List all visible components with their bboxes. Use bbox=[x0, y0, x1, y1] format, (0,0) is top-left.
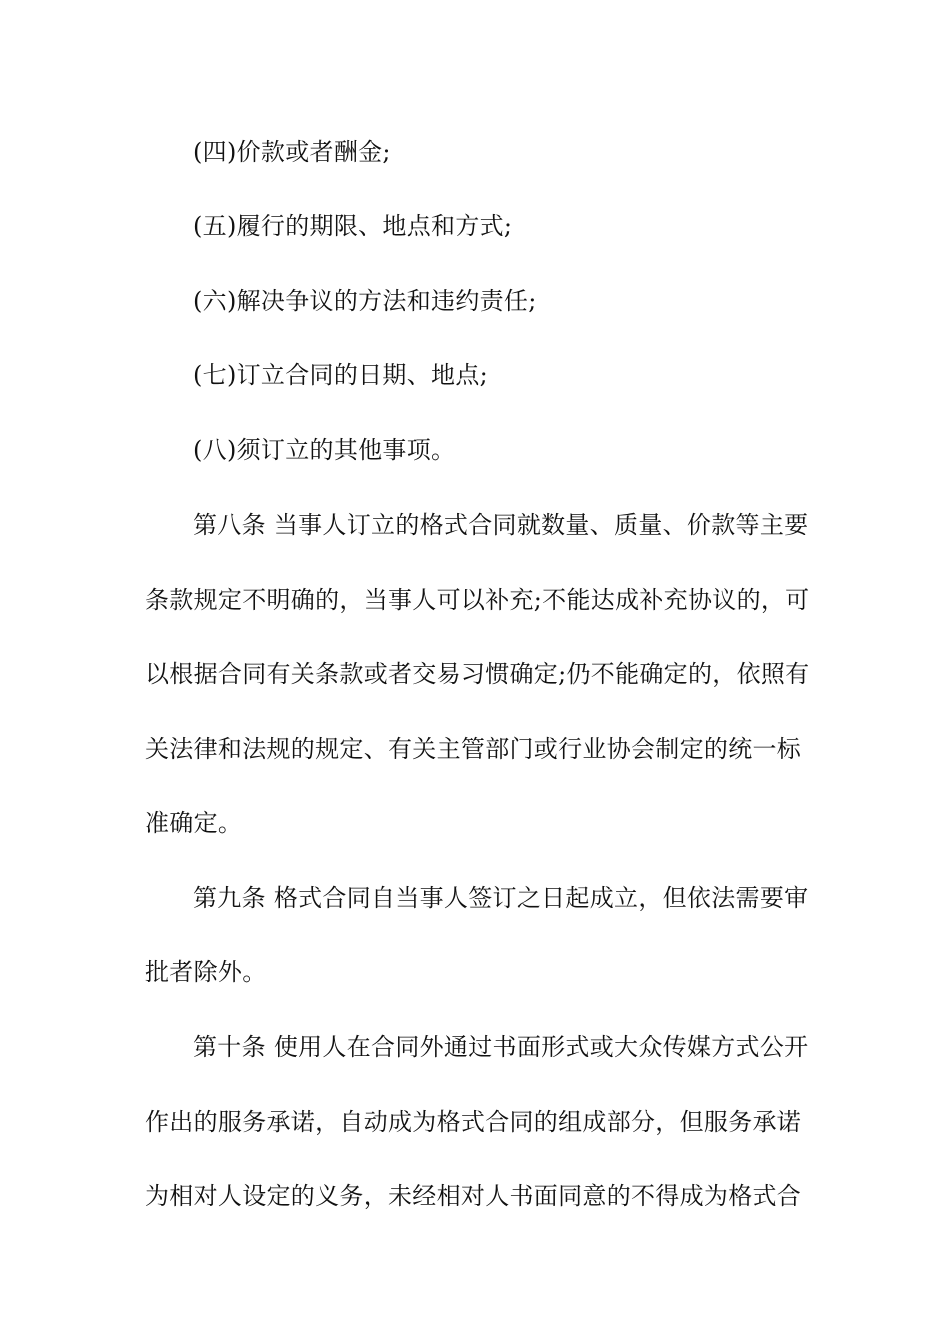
clause-item-8: (八)须订立的其他事项。 bbox=[193, 436, 456, 464]
clause-item-4: (四)价款或者酬金; bbox=[193, 138, 391, 166]
article-9-line-1: 第九条 格式合同自当事人签订之日起成立，但依法需要审 bbox=[193, 884, 809, 912]
article-10-line-2: 作出的服务承诺，自动成为格式合同的组成部分，但服务承诺 bbox=[145, 1108, 802, 1136]
article-8-line-5: 准确定。 bbox=[145, 809, 243, 837]
article-8-line-4: 关法律和法规的规定、有关主管部门或行业协会制定的统一标 bbox=[145, 735, 802, 763]
article-9-line-2: 批者除外。 bbox=[145, 958, 267, 986]
article-8-line-3: 以根据合同有关条款或者交易习惯确定;仍不能确定的，依照有 bbox=[145, 660, 810, 688]
article-10-line-1: 第十条 使用人在合同外通过书面形式或大众传媒方式公开 bbox=[193, 1033, 809, 1061]
clause-item-7: (七)订立合同的日期、地点; bbox=[193, 361, 489, 389]
clause-item-6: (六)解决争议的方法和违约责任; bbox=[193, 287, 537, 315]
article-8-line-1: 第八条 当事人订立的格式合同就数量、质量、价款等主要 bbox=[193, 511, 809, 539]
clause-item-5: (五)履行的期限、地点和方式; bbox=[193, 212, 513, 240]
article-8-line-2: 条款规定不明确的，当事人可以补充;不能达成补充协议的，可 bbox=[145, 586, 810, 614]
article-10-line-3: 为相对人设定的义务，未经相对人书面同意的不得成为格式合 bbox=[145, 1182, 802, 1210]
